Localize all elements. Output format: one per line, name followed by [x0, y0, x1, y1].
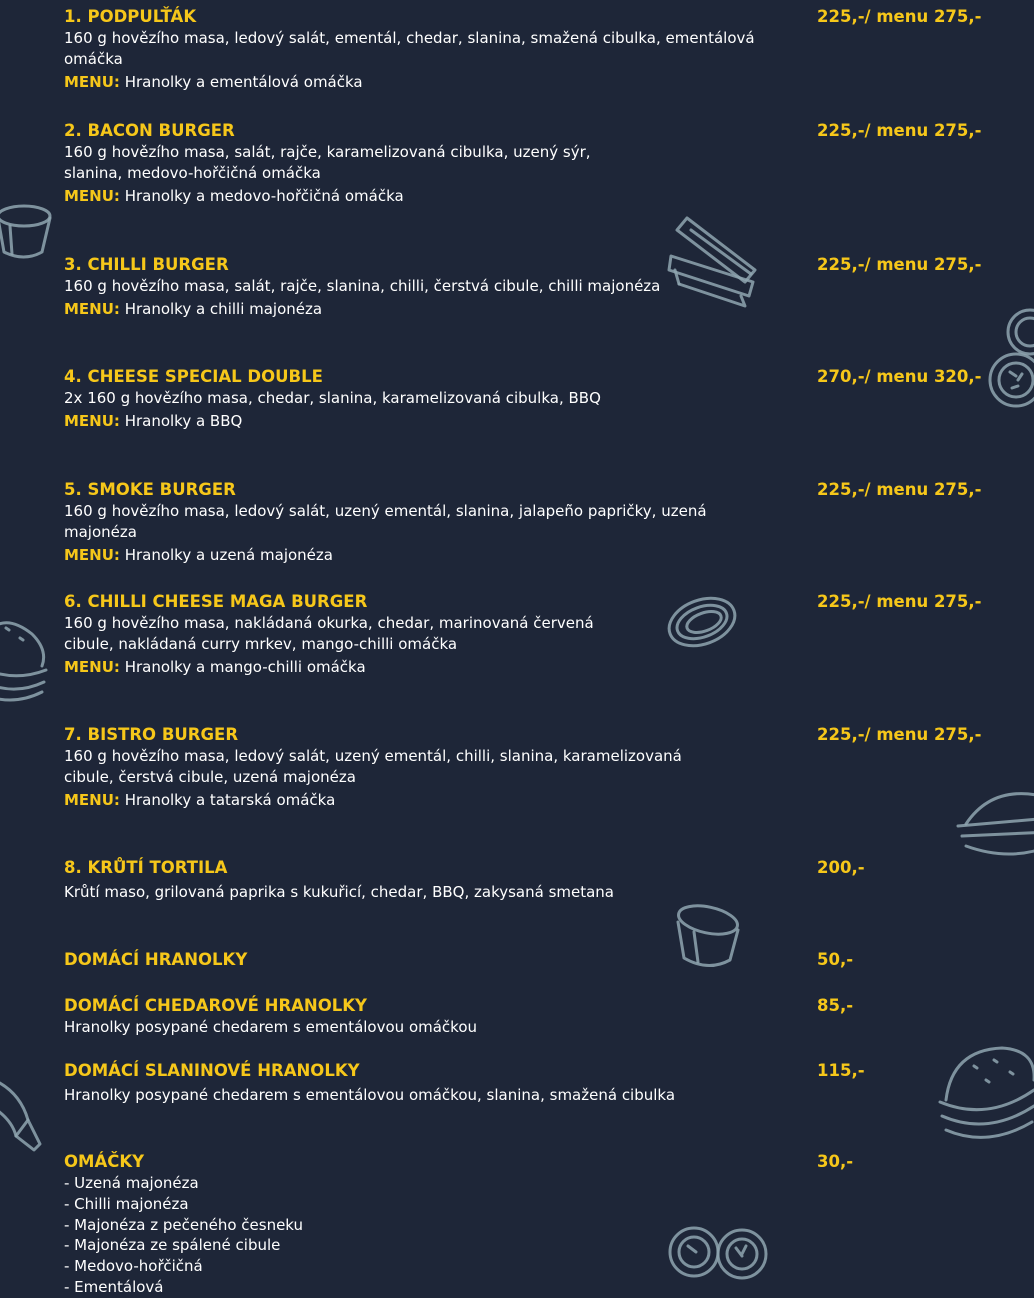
- fries-cup-icon: [0, 200, 62, 264]
- menu-item-3: [64, 254, 1004, 320]
- sauce-list: [64, 1173, 1004, 1298]
- item-price: 225,-/ menu 275,-: [817, 592, 982, 611]
- menu-label: MENU:: [64, 412, 120, 430]
- menu-text: Hranolky a medovo-hořčičná omáčka: [124, 187, 404, 205]
- sauces-title: OMÁČKY: [64, 1152, 145, 1171]
- item-description: Hranolky posypané chedarem s ementálovou omáčkou: [64, 1018, 478, 1036]
- menu-text: Hranolky a chilli majonéza: [124, 300, 323, 318]
- menu-label: MENU:: [64, 187, 120, 205]
- menu-label: MENU:: [64, 791, 120, 809]
- sauces-price: 30,-: [817, 1152, 854, 1171]
- item-title: 7. BISTRO BURGER: [64, 725, 239, 744]
- sauce-bottle-icon: [0, 1072, 56, 1156]
- menu-item-bacon-fries: [64, 1060, 1004, 1106]
- item-title: DOMÁCÍ SLANINOVÉ HRANOLKY: [64, 1061, 360, 1080]
- item-title: 3. CHILLI BURGER: [64, 255, 229, 274]
- item-title: 1. PODPULŤÁK: [64, 7, 197, 26]
- item-description: 160 g hovězího masa, salát, rajče, karamelizovaná cibulka, uzený sýr, slanina, medovo-hořčičná omáčka: [64, 143, 591, 182]
- item-menu-line: [64, 790, 1004, 811]
- item-description: 160 g hovězího masa, ledový salát, uzený ementál, slanina, jalapeño papričky, uzená majonéza: [64, 502, 707, 541]
- sauce-list-item: - Ementálová: [64, 1277, 164, 1296]
- item-description: 160 g hovězího masa, ledový salát, uzený ementál, chilli, slanina, karamelizovaná cibule, čerstvá cibule, uzená majonéza: [64, 747, 682, 786]
- menu-item-2: [64, 120, 1004, 207]
- sauce-list-item: - Medovo-hořčičná: [64, 1257, 203, 1276]
- menu-item-7: [64, 724, 1004, 811]
- item-menu-line: [64, 545, 1004, 566]
- item-description: Hranolky posypané chedarem s ementálovou omáčkou, slanina, smažená cibulka: [64, 1086, 676, 1104]
- item-price: 115,-: [817, 1061, 865, 1080]
- menu-label: MENU:: [64, 73, 120, 91]
- menu-item-cheddar-fries: [64, 995, 1004, 1038]
- item-title: DOMÁCÍ HRANOLKY: [64, 950, 248, 969]
- item-description: 160 g hovězího masa, nakládaná okurka, chedar, marinovaná červená cibule, nakládaná curry mrkev, mango-chilli omáčka: [64, 614, 594, 653]
- item-menu-line: [64, 411, 1004, 432]
- menu-item-6: [64, 591, 1004, 678]
- item-title: 2. BACON BURGER: [64, 121, 235, 140]
- menu-text: Hranolky a BBQ: [124, 412, 243, 430]
- item-price: 225,-/ menu 275,-: [817, 725, 982, 744]
- item-title: 8. KRŮTÍ TORTILA: [64, 858, 228, 877]
- menu-text: Hranolky a tatarská omáčka: [124, 791, 336, 809]
- item-title: DOMÁCÍ CHEDAROVÉ HRANOLKY: [64, 996, 368, 1015]
- item-price: 225,-/ menu 275,-: [817, 480, 982, 499]
- menu-item-fries: [64, 949, 1004, 971]
- menu-label: MENU:: [64, 658, 120, 676]
- item-title: 4. CHEESE SPECIAL DOUBLE: [64, 367, 323, 386]
- item-price: 270,-/ menu 320,-: [817, 367, 982, 386]
- menu-item-5: [64, 479, 1004, 566]
- item-menu-line: [64, 72, 1004, 93]
- menu-item-sauces: [64, 1151, 1004, 1298]
- item-price: 50,-: [817, 950, 854, 969]
- item-price: 200,-: [817, 858, 865, 877]
- menu-item-8: [64, 857, 1004, 903]
- menu-label: MENU:: [64, 300, 120, 318]
- sauce-list-item: - Majonéza ze spálené cibule: [64, 1236, 281, 1255]
- sauce-list-item: - Chilli majonéza: [64, 1194, 189, 1213]
- item-description: 160 g hovězího masa, salát, rajče, slanina, chilli, čerstvá cibule, chilli majonéza: [64, 277, 661, 295]
- item-menu-line: [64, 657, 1004, 678]
- item-title: 5. SMOKE BURGER: [64, 480, 236, 499]
- menu-label: MENU:: [64, 546, 120, 564]
- menu-text: Hranolky a mango-chilli omáčka: [124, 658, 366, 676]
- menu-item-1: [64, 6, 1004, 93]
- burger-icon-left: [0, 604, 52, 708]
- item-price: 85,-: [817, 996, 854, 1015]
- item-description: 2x 160 g hovězího masa, chedar, slanina, karamelizovaná cibulka, BBQ: [64, 389, 601, 407]
- item-price: 225,-/ menu 275,-: [817, 7, 982, 26]
- item-description: Krůtí maso, grilovaná paprika s kukuřicí, chedar, BBQ, zakysaná smetana: [64, 883, 614, 901]
- item-title: 6. CHILLI CHEESE MAGA BURGER: [64, 592, 368, 611]
- menu-text: Hranolky a uzená majonéza: [124, 546, 333, 564]
- item-description: 160 g hovězího masa, ledový salát, ementál, chedar, slanina, smažená cibulka, ementálová omáčka: [64, 29, 755, 68]
- item-menu-line: [64, 299, 1004, 320]
- item-price: 225,-/ menu 275,-: [817, 121, 982, 140]
- item-price: 225,-/ menu 275,-: [817, 255, 982, 274]
- menu-text: Hranolky a ementálová omáčka: [124, 73, 363, 91]
- item-menu-line: [64, 186, 1004, 207]
- menu-item-4: [64, 366, 1004, 432]
- sauce-list-item: - Majonéza z pečeného česneku: [64, 1215, 304, 1234]
- sauce-list-item: - Uzená majonéza: [64, 1174, 199, 1192]
